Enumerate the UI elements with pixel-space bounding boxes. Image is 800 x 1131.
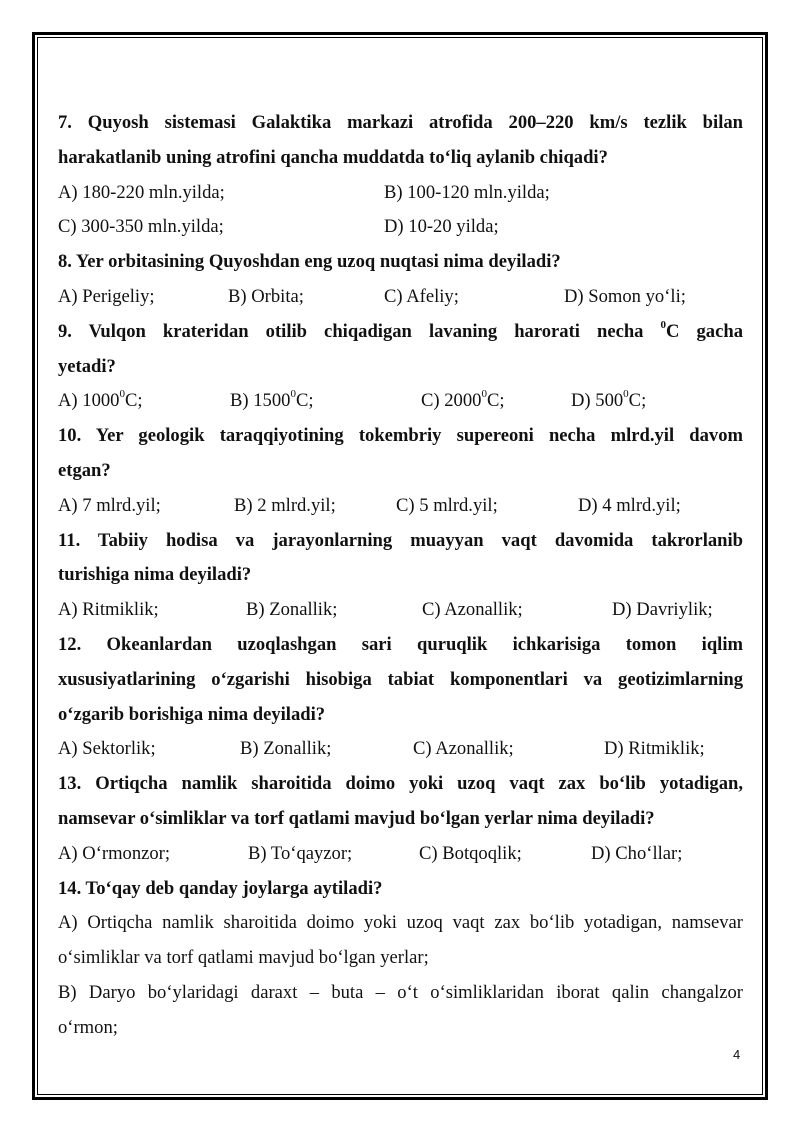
question-13-option-b[interactable]: B) To‘qayzor; <box>248 842 353 864</box>
question-13-option-a[interactable]: A) O‘rmonzor; <box>58 842 171 864</box>
question-12-line-2: xususiyatlarining o‘zgarishi hisobiga tabiat komponentlari va geotizimlarning <box>58 668 743 690</box>
question-14-line-1: 14. To‘qay deb qanday joylarga aytiladi? <box>58 877 383 899</box>
question-12-option-a[interactable]: A) Sektorlik; <box>58 738 156 760</box>
question-11-option-c[interactable]: C) Azonallik; <box>422 599 523 621</box>
option-d-value: D) 500 <box>571 390 624 412</box>
question-12-option-b[interactable]: B) Zonallik; <box>240 738 332 760</box>
question-10-option-a[interactable]: A) 7 mlrd.yil; <box>58 494 161 516</box>
degree-superscript: 0 <box>623 388 629 401</box>
question-14-answer-b-line-2[interactable]: o‘rmon; <box>58 1016 118 1038</box>
question-7-option-a[interactable]: A) 180-220 mln.yilda; <box>58 181 225 203</box>
degree-superscript: 0 <box>119 388 125 401</box>
question-9-option-c[interactable] <box>421 384 505 419</box>
question-12-options <box>58 732 743 767</box>
question-8-option-d[interactable]: D) Somon yo‘li; <box>564 285 686 307</box>
page-number: 4 <box>733 1047 741 1062</box>
question-14-answer-a-line-2[interactable]: o‘simliklar va torf qatlami mavjud bo‘lgan yerlar; <box>58 947 429 969</box>
question-9-text: 9. Vulqon krateridan otilib chiqadigan lavaning harorati necha <box>58 320 661 342</box>
question-14-answer-b-line-1[interactable]: B) Daryo bo‘ylaridagi daraxt – buta – o‘t o‘simliklaridan iborat qalin changalzor <box>58 981 743 1003</box>
question-9-option-a[interactable] <box>58 384 143 419</box>
question-7-option-c[interactable]: C) 300-350 mln.yilda; <box>58 216 224 238</box>
question-8-line-1: 8. Yer orbitasining Quyoshdan eng uzoq nuqtasi nima deyiladi? <box>58 251 561 273</box>
question-7-options-row-2 <box>58 210 743 245</box>
option-c-unit: C; <box>486 390 505 412</box>
question-9-option-d[interactable] <box>571 384 646 419</box>
question-12-option-d[interactable]: D) Ritmiklik; <box>604 738 705 760</box>
question-7-line-1: 7. Quyosh sistemasi Galaktika markazi atrofida 200–220 km/s tezlik bilan <box>58 112 743 133</box>
question-12-option-c[interactable]: C) Azonallik; <box>413 738 514 760</box>
question-10-option-d[interactable]: D) 4 mlrd.yil; <box>578 494 681 516</box>
question-13-option-d[interactable]: D) Cho‘llar; <box>591 842 683 864</box>
option-a-unit: C; <box>124 390 143 412</box>
degree-superscript: 0 <box>660 318 667 331</box>
option-d-unit: C; <box>628 390 647 412</box>
question-8-options <box>58 280 743 315</box>
question-12-line-3: o‘zgarib borishiga nima deyiladi? <box>58 703 326 725</box>
question-8-option-c[interactable]: C) Afeliy; <box>384 285 459 307</box>
question-10-line-2: etgan? <box>58 459 111 481</box>
question-11-option-a[interactable]: A) Ritmiklik; <box>58 599 159 621</box>
question-9-unit: C gacha <box>666 320 743 342</box>
question-7-options-row-1 <box>58 176 743 211</box>
question-9-line-1 <box>58 315 743 350</box>
question-8-option-a[interactable]: A) Perigeliy; <box>58 285 155 307</box>
option-a-value: A) 1000 <box>58 390 120 412</box>
question-11-options <box>58 593 743 628</box>
question-11-option-b[interactable]: B) Zonallik; <box>246 599 338 621</box>
question-8-option-b[interactable]: B) Orbita; <box>228 285 304 307</box>
question-9-options <box>58 384 743 419</box>
question-7-line-2: harakatlanib uning atrofini qancha muddatda to‘liq aylanib chiqadi? <box>58 146 608 168</box>
question-13-line-2: namsevar o‘simliklar va torf qatlami mavjud bo‘lgan yerlar nima deyiladi? <box>58 807 655 829</box>
question-9-option-b[interactable] <box>230 384 314 419</box>
question-13-options <box>58 837 743 872</box>
question-10-option-c[interactable]: C) 5 mlrd.yil; <box>396 494 498 516</box>
question-13-option-c[interactable]: C) Botqoqlik; <box>419 842 522 864</box>
question-9-line-2: yetadi? <box>58 355 116 377</box>
question-7-option-b[interactable]: B) 100-120 mln.yilda; <box>384 181 550 203</box>
question-13-line-1: 13. Ortiqcha namlik sharoitida doimo yoki uzoq vaqt zax bo‘lib yotadigan, <box>58 773 743 795</box>
question-14-answer-a-line-1[interactable]: A) Ortiqcha namlik sharoitida doimo yoki uzoq vaqt zax bo‘lib yotadigan, namsevar <box>58 912 743 934</box>
question-10-options <box>58 489 743 524</box>
question-11-line-2: turishiga nima deyiladi? <box>58 564 252 586</box>
document-body <box>58 106 743 1046</box>
option-c-value: C) 2000 <box>421 390 482 412</box>
degree-superscript: 0 <box>290 388 296 401</box>
question-11-option-d[interactable]: D) Davriylik; <box>612 599 713 621</box>
degree-superscript: 0 <box>481 388 487 401</box>
question-11-line-1: 11. Tabiiy hodisa va jarayonlarning muayyan vaqt davomida takrorlanib <box>58 529 743 551</box>
option-b-unit: C; <box>295 390 314 412</box>
question-7-option-d[interactable]: D) 10-20 yilda; <box>384 216 499 238</box>
question-10-option-b[interactable]: B) 2 mlrd.yil; <box>234 494 336 516</box>
option-b-value: B) 1500 <box>230 390 291 412</box>
question-12-line-1: 12. Okeanlardan uzoqlashgan sari quruqlik ichkarisiga tomon iqlim <box>58 633 743 655</box>
question-10-line-1: 10. Yer geologik taraqqiyotining tokembriy supereoni necha mlrd.yil davom <box>58 425 743 447</box>
